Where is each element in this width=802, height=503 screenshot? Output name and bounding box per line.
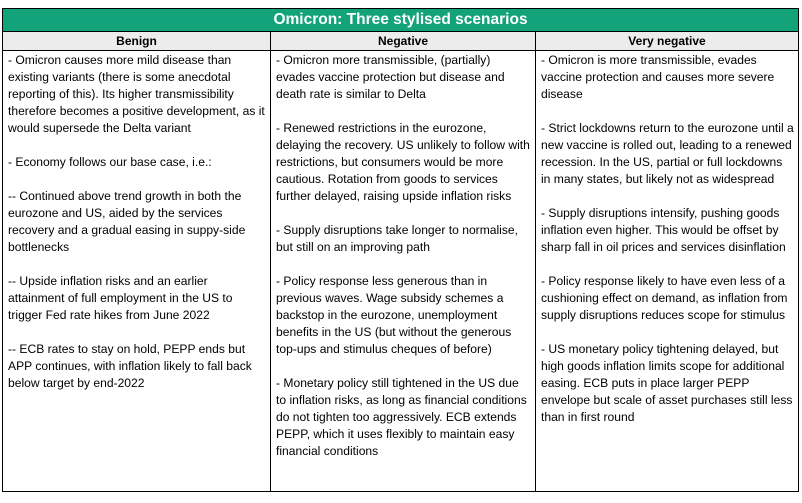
very-negative-point: - Strict lockdowns return to the eurozone until a new vaccine is rolled out, leading to a renewed recession. In the US, partial or full lockdowns in many states, but likely not as widespread [541,121,794,186]
header-negative: Negative [271,32,536,50]
negative-point: - Policy response less generous than in previous waves. Wage subsidy schemes a backstop in the eurozone, unemployment benefits in the US (but without the generous top-ups and stimulus cheques of before) [276,274,512,356]
very-negative-point: - Omicron is more transmissible, evades vaccine protection and causes more severe disease [541,53,775,101]
very-negative-point: - Policy response likely to have even less of a cushioning effect on demand, as inflation from supply disruptions reduces scope for stimulus [541,274,788,322]
column-benign [3,51,271,492]
benign-point: -- Upside inflation risks and an earlier attainment of full employment in the US to trigger Fed rate hikes from June 2022 [8,274,233,322]
benign-point: - Omicron causes more mild disease than existing variants (there is some anecdotal reporting of this). Its higher transmissibility therefore becomes a positive development, as it would supersede the Delta variant [8,53,265,135]
column-negative [271,51,536,492]
body-row [3,51,798,492]
benign-point: -- Continued above trend growth in both the eurozone and US, aided by the services recovery and a gradual easing in suppy-side bottlenecks [8,189,246,254]
benign-point: -- ECB rates to stay on hold, PEPP ends but APP continues, with inflation likely to fall back below target by end-2022 [8,342,252,390]
scenario-table [2,8,799,492]
negative-point: - Supply disruptions take longer to normalise, but still on an improving path [276,223,518,254]
negative-point: - Renewed restrictions in the eurozone, delaying the recovery. US unlikely to follow with restrictions, but consumers would be more cautious. Rotation from goods to services further delayed, raising upside inflation risks [276,121,530,203]
benign-point: - Economy follows our base case, i.e.: [8,155,212,169]
negative-point: - Monetary policy still tightened in the US due to inflation risks, as long as financial conditions do not tighten too aggressively. ECB extends PEPP, which it uses flexibly to maintain easy financial conditions [276,376,527,458]
header-very-negative: Very negative [628,34,706,48]
negative-point: - Omicron more transmissible, (partially) evades vaccine protection but disease and death rate is similar to Delta [276,53,505,101]
header-benign: Benign [3,32,271,50]
table-title: Omicron: Three stylised scenarios [3,9,798,32]
very-negative-point: - US monetary policy tightening delayed, but high goods inflation limits scope for additional easing. ECB puts in place larger PEPP envelope but scale of asset purchases still less than in first round [541,342,793,424]
header-row [3,32,798,51]
column-very-negative [536,51,798,492]
very-negative-point: - Supply disruptions intensify, pushing goods inflation even higher. This would be offset by sharp fall in oil prices and services disinflation [541,206,786,254]
